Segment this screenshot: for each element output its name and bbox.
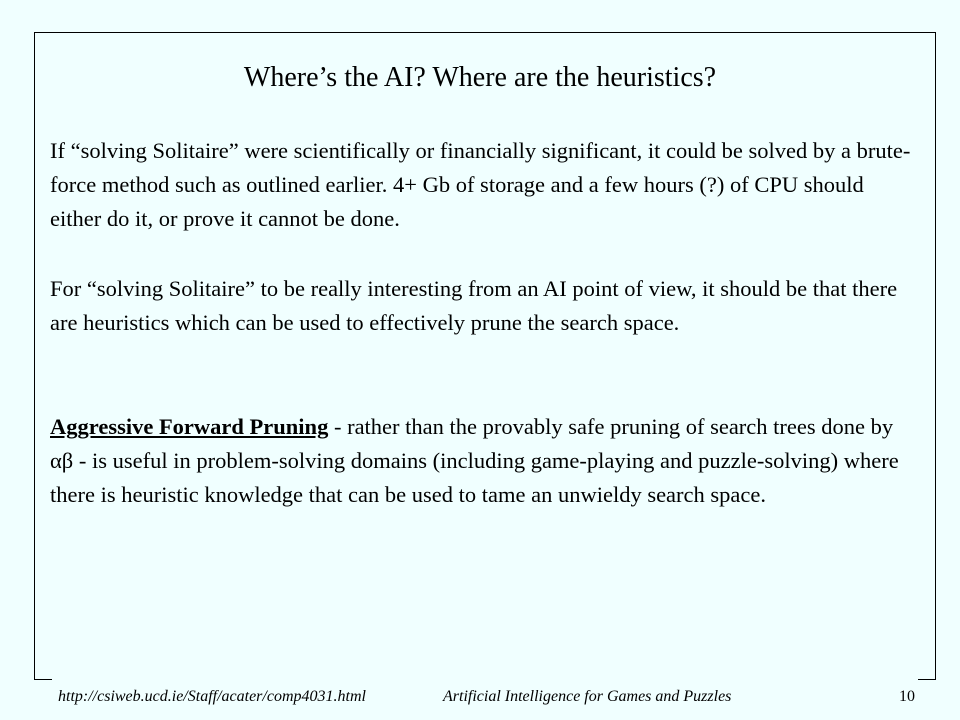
slide-frame — [34, 32, 936, 680]
paragraph-heuristics: For “solving Solitaire” to be really interesting from an AI point of view, it should be that there are heuristics which can be used to effectively prune the search space. — [50, 276, 898, 335]
pruning-text-part2: - is useful in problem-solving domains (including game-playing and puzzle-solving) where there is heuristic knowledge that can be used to tame an unwieldy search space. — [50, 448, 899, 507]
paragraph-forward-pruning — [50, 410, 920, 512]
alpha-beta-symbol: αβ — [50, 448, 74, 473]
footer-course-title: Artificial Intelligence for Games and Puzzles — [443, 688, 732, 705]
page-number: 10 — [899, 688, 915, 705]
slide-title: Where’s the AI? Where are the heuristics? — [243, 62, 717, 93]
pruning-text-part1: - rather than the provably safe pruning of search trees done by — [328, 414, 894, 439]
paragraph-brute-force: If “solving Solitaire” were scientifically or financially significant, it could be solved by a brute-force method such as outlined earlier. 4+ Gb of storage and a few hours (?) of CPU should either do it, or prove it cannot be done. — [50, 138, 911, 231]
footer-url: http://csiweb.ucd.ie/Staff/acater/comp4031.html — [58, 688, 366, 705]
forward-pruning-term: Aggressive Forward Pruning — [50, 414, 329, 439]
